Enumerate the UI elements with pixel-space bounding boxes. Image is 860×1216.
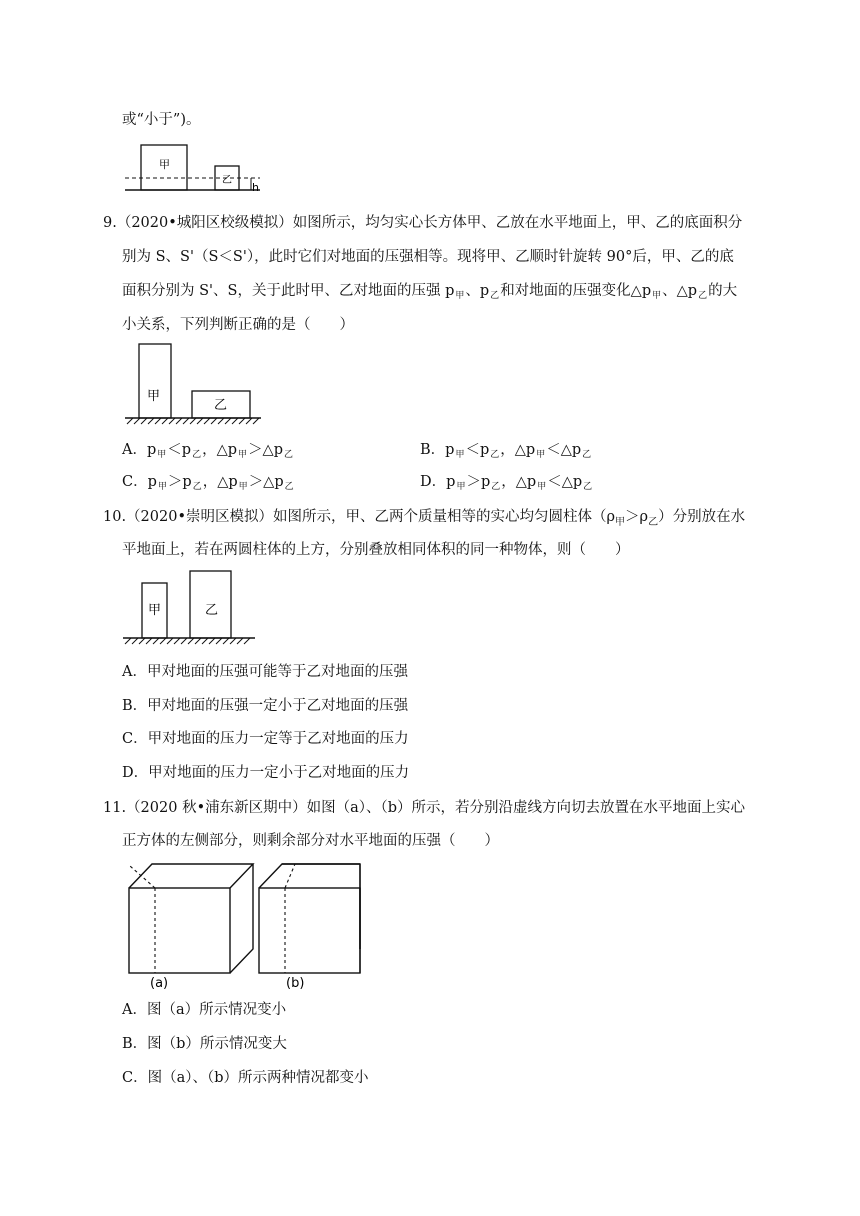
q11-line-2: 正方体的左侧部分，则剩余部分对水平地面的压强（ ） — [122, 833, 499, 849]
fig11-label-a: (a) — [150, 976, 169, 991]
figure-q10 — [123, 568, 263, 648]
q10-option-b[interactable]: B．甲对地面的压强一定小于乙对地面的压强 — [122, 698, 409, 714]
q8-tail-text: 或“小于”)。 — [122, 112, 201, 128]
fig9-label-yi: 乙 — [214, 398, 228, 413]
q10-option-c[interactable]: C．甲对地面的压力一定等于乙对地面的压力 — [122, 731, 409, 747]
q9-line-2: 别为 S、S'（S＜S'），此时它们对地面的压强相等。现将甲、乙顺时针旋转 90°后，甲、乙的底 — [122, 249, 734, 265]
q9-line-4: 小关系，下列判断正确的是（ ） — [122, 317, 354, 333]
q10-line-1: 10.（2020•崇明区模拟）如图所示，甲、乙两个质量相等的实心均匀圆柱体$(\rho_甲>\rho_乙)$分别放在水 — [103, 509, 746, 528]
q11-option-c[interactable]: C．图（a）、（b）所示两种情况都变小 — [122, 1070, 369, 1086]
fig8-label-h: h — [252, 181, 259, 194]
fig9-label-jia: 甲 — [147, 389, 161, 404]
q10-line-2: 平地面上，若在两圆柱体的上方，分别叠放相同体积的同一种物体，则（ ） — [122, 542, 630, 558]
fig8-label-yi: 乙 — [222, 175, 232, 186]
figure-q8 — [125, 140, 265, 196]
fig10-label-jia: 甲 — [148, 603, 162, 618]
q11-option-b[interactable]: B．图（b）所示情况变大 — [122, 1036, 287, 1052]
q9-option-d[interactable]: D．$p_甲>p_乙$，$\triangle p_甲<\triangle p_乙$ — [420, 474, 593, 492]
fig11-label-b: (b) — [286, 976, 305, 991]
figure-q9 — [125, 340, 265, 430]
q11-line-1: 11.（2020 秋•浦东新区期中）如图（a）、（b）所示，若分别沿虚线方向切去放置在水平地面上实心 — [103, 800, 746, 816]
q9-option-c[interactable]: C．$p_甲>p_乙$，$\triangle p_甲>\triangle p_乙$ — [122, 474, 294, 492]
q9-line-1: 9.（2020•城阳区校级模拟）如图所示，均匀实心长方体甲、乙放在水平地面上，甲、乙的底面积分 — [103, 215, 743, 231]
q9-option-b[interactable]: B．$p_甲<p_乙$，$\triangle p_甲<\triangle p_乙$ — [420, 442, 592, 460]
figure-q11 — [125, 858, 365, 993]
q10-option-d[interactable]: D．甲对地面的压力一定小于乙对地面的压力 — [122, 765, 410, 781]
q9-line-3: 面积分别为 S'、S，关于此时甲、乙对地面的压强 $p_甲$、$p_乙$和对地面的压强变化$\triangle p_甲$、$\triangle p_乙$的大 — [122, 283, 738, 301]
q11-option-a[interactable]: A．图（a）所示情况变小 — [122, 1002, 287, 1018]
q10-option-a[interactable]: A．甲对地面的压强可能等于乙对地面的压强 — [122, 664, 408, 680]
fig10-label-yi: 乙 — [205, 603, 219, 618]
q9-option-a[interactable]: A．$p_甲<p_乙$，$\triangle p_甲>\triangle p_乙$ — [122, 442, 294, 460]
fig8-label-jia: 甲 — [159, 158, 170, 171]
